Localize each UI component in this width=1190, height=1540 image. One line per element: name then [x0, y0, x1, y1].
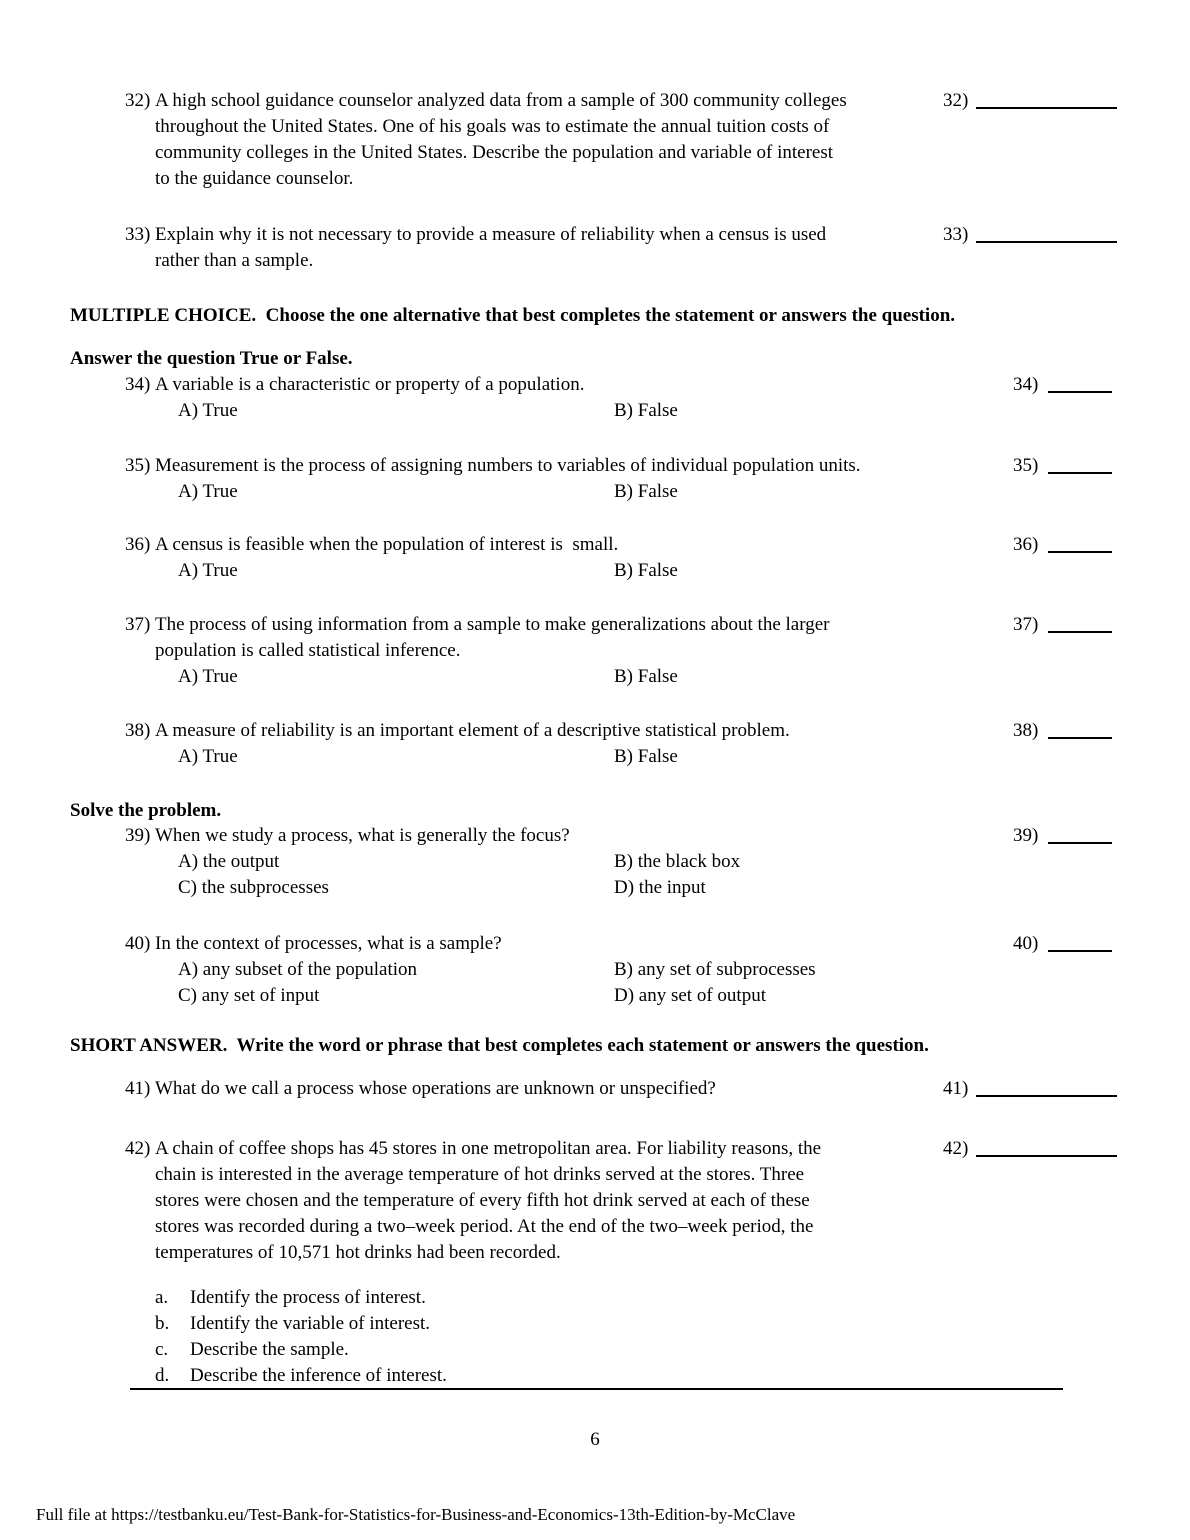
answer-slot-34 — [1013, 372, 1112, 398]
question-text-line: throughout the United States. One of his goals was to estimate the annual tuition costs of — [155, 116, 830, 137]
question-text-line: A high school guidance counselor analyzed data from a sample of 300 community colleges — [155, 90, 847, 111]
answer-slot-35 — [1013, 453, 1112, 479]
question-number: 42) — [125, 1138, 151, 1159]
subitem-a — [155, 1285, 937, 1311]
answer-number: 36) — [1013, 534, 1039, 555]
answer-slot-37 — [1013, 612, 1112, 638]
question-text — [155, 532, 937, 584]
answer-slot-36 — [1013, 532, 1112, 558]
option-a: A) True — [178, 400, 238, 421]
option-b: B) False — [614, 481, 678, 502]
subitem-d — [155, 1363, 937, 1389]
question-number: 34) — [125, 374, 151, 395]
question-text-line: chain is interested in the average temperature of hot drinks served at the stores. Three — [155, 1164, 805, 1185]
answer-number: 34) — [1013, 374, 1039, 395]
option-b: B) any set of subprocesses — [614, 959, 816, 980]
question-number: 38) — [125, 720, 151, 741]
question-text-line: stores was recorded during a two–week period. At the end of the two–week period, the — [155, 1216, 814, 1237]
subitem-text: Identify the variable of interest. — [190, 1313, 431, 1334]
answer-options — [155, 957, 937, 1009]
question-subitems — [155, 1285, 937, 1389]
option-b: B) False — [614, 400, 678, 421]
answer-blank — [1048, 723, 1112, 739]
subitem-b — [155, 1311, 937, 1337]
option-c: C) any set of input — [178, 985, 320, 1006]
answer-slot-33 — [943, 222, 1117, 248]
answer-options — [155, 664, 937, 690]
question-text — [155, 718, 937, 770]
question-text — [155, 1136, 937, 1389]
question-text-line: to the guidance counselor. — [155, 168, 354, 189]
instruction-true-false: Answer the question True or False. — [70, 348, 353, 369]
answer-options — [155, 479, 937, 505]
option-b: B) False — [614, 666, 678, 687]
answer-blank — [1048, 828, 1112, 844]
option-b: B) the black box — [614, 851, 741, 872]
footer-link[interactable]: Full file at https://testbanku.eu/Test-Bank-for-Statistics-for-Business-and-Economics-13th-Edition-by-McClave — [36, 1505, 796, 1524]
question-text-line: The process of using information from a sample to make generalizations about the larger — [155, 614, 830, 635]
answer-number: 38) — [1013, 720, 1039, 741]
question-number: 33) — [125, 224, 151, 245]
answer-slot-38 — [1013, 718, 1112, 744]
question-text — [155, 88, 937, 192]
question-text-line: population is called statistical inference. — [155, 640, 461, 661]
question-text — [155, 823, 937, 901]
question-text — [155, 372, 937, 424]
subitem-label: c. — [155, 1339, 169, 1360]
answer-options — [155, 849, 937, 901]
subitem-label: d. — [155, 1365, 170, 1386]
answer-number: 40) — [1013, 933, 1039, 954]
question-text-line: temperatures of 10,571 hot drinks had been recorded. — [155, 1242, 561, 1263]
question-number: 40) — [125, 933, 151, 954]
question-text — [155, 612, 937, 690]
question-text-line: A measure of reliability is an important element of a descriptive statistical problem. — [155, 720, 790, 741]
answer-blank — [1048, 617, 1112, 633]
question-text-line: community colleges in the United States. Describe the population and variable of interest — [155, 142, 834, 163]
page-number: 6 — [590, 1429, 600, 1450]
answer-number: 32) — [943, 90, 969, 111]
option-a: A) any subset of the population — [178, 959, 418, 980]
question-number: 39) — [125, 825, 151, 846]
answer-number: 35) — [1013, 455, 1039, 476]
question-text-line: rather than a sample. — [155, 250, 314, 271]
question-number: 36) — [125, 534, 151, 555]
question-number: 37) — [125, 614, 151, 635]
instruction-solve: Solve the problem. — [70, 800, 222, 821]
answer-options — [155, 398, 937, 424]
option-a: A) True — [178, 746, 238, 767]
question-text-line: A variable is a characteristic or property of a population. — [155, 374, 585, 395]
answer-number: 37) — [1013, 614, 1039, 635]
section-header-multiple-choice: MULTIPLE CHOICE. Choose the one alternative that best completes the statement or answers the question. — [70, 305, 956, 326]
section-header-short-answer: SHORT ANSWER. Write the word or phrase that best completes each statement or answers the question. — [70, 1035, 929, 1056]
subitem-label: a. — [155, 1287, 169, 1308]
question-text-line: Measurement is the process of assigning numbers to variables of individual population units. — [155, 455, 861, 476]
answer-slot-41 — [943, 1076, 1117, 1102]
answer-number: 41) — [943, 1078, 969, 1099]
subitem-label: b. — [155, 1313, 170, 1334]
question-text — [155, 1076, 937, 1102]
option-c: C) the subprocesses — [178, 877, 329, 898]
subitem-text: Describe the sample. — [190, 1339, 349, 1360]
answer-blank — [1048, 377, 1112, 393]
answer-number: 42) — [943, 1138, 969, 1159]
question-text-line: A census is feasible when the population of interest is small. — [155, 534, 619, 555]
answer-number: 39) — [1013, 825, 1039, 846]
option-d: D) the input — [614, 877, 706, 898]
answer-options — [155, 744, 937, 770]
option-a: A) True — [178, 560, 238, 581]
answer-blank — [976, 1081, 1117, 1097]
answer-blank — [976, 1141, 1117, 1157]
option-a: A) True — [178, 481, 238, 502]
subitem-text: Describe the inference of interest. — [190, 1365, 447, 1386]
answer-slot-39 — [1013, 823, 1112, 849]
answer-slot-32 — [943, 88, 1117, 114]
answer-blank — [976, 227, 1117, 243]
question-text-line: stores were chosen and the temperature of every fifth hot drink served at each of these — [155, 1190, 810, 1211]
answer-blank — [1048, 458, 1112, 474]
answer-blank — [1048, 936, 1112, 952]
subitem-text: Identify the process of interest. — [190, 1287, 426, 1308]
question-number: 35) — [125, 455, 151, 476]
answer-blank — [976, 93, 1117, 109]
answer-slot-42 — [943, 1136, 1117, 1162]
option-b: B) False — [614, 746, 678, 767]
subitem-c — [155, 1337, 937, 1363]
question-text-line: What do we call a process whose operations are unknown or unspecified? — [155, 1078, 716, 1099]
answer-number: 33) — [943, 224, 969, 245]
question-text-line: A chain of coffee shops has 45 stores in one metropolitan area. For liability reasons, the — [155, 1138, 822, 1159]
question-number: 41) — [125, 1078, 151, 1099]
option-a: A) True — [178, 666, 238, 687]
answer-blank — [1048, 537, 1112, 553]
option-d: D) any set of output — [614, 985, 766, 1006]
question-text-line: When we study a process, what is generally the focus? — [155, 825, 570, 846]
question-text — [155, 931, 937, 1009]
question-text — [155, 453, 937, 505]
question-text-line: Explain why it is not necessary to provide a measure of reliability when a census is used — [155, 224, 827, 245]
footer-divider — [130, 1388, 1063, 1390]
question-number: 32) — [125, 90, 151, 111]
answer-options — [155, 558, 937, 584]
option-a: A) the output — [178, 851, 280, 872]
option-b: B) False — [614, 560, 678, 581]
question-text-line: In the context of processes, what is a sample? — [155, 933, 502, 954]
answer-slot-40 — [1013, 931, 1112, 957]
question-text — [155, 222, 937, 274]
